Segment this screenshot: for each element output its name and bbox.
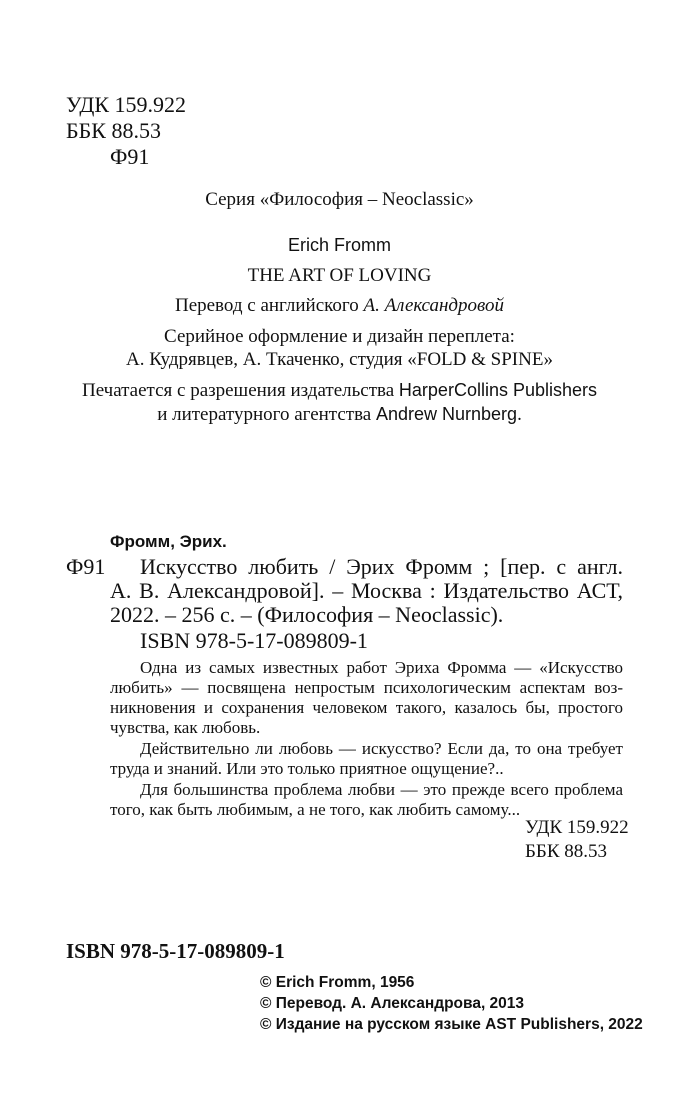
copyright-original: © Erich Fromm, 1956	[260, 974, 415, 991]
isbn-bold: ISBN 978-5-17-089809-1	[66, 939, 285, 963]
design-credit-names: А. Кудрявцев, А. Ткаченко, студия «FOLD & SPINE»	[126, 349, 553, 370]
permission-line-1	[0, 381, 679, 400]
catalog-line-3: 2022. – 256 с. – (Философия – Neoclassic).	[110, 602, 504, 627]
original-title: THE ART OF LOVING	[247, 265, 432, 286]
series-line: Серия «Философия – Neoclassic»	[205, 189, 474, 210]
annotation-p1-line-3: никновения и сохранения человеком такого, казалось бы, простого	[110, 698, 623, 717]
copyright-translation: © Перевод. А. Александрова, 2013	[260, 995, 525, 1012]
catalog-line-1: Искусство любить / Эрих Фромм ; [пер. с англ.	[140, 554, 623, 579]
footer-udk-code: УДК 159.922	[525, 817, 629, 838]
catalog-author: Фромм, Эрих.	[110, 532, 227, 551]
permission-text-1: Печатается с разрешения издательства	[81, 380, 399, 401]
permission-period: .	[517, 404, 522, 425]
permission-line-2	[0, 405, 679, 424]
udk-code: УДК 159.922	[66, 92, 187, 117]
annotation-p2-line-2: труда и знаний. Или это только приятное ощущение?..	[110, 759, 504, 778]
annotation-p2-line-1: Действительно ли любовь — искусство? Если да, то она требует	[140, 739, 623, 758]
translation-prefix: Перевод с английского	[174, 295, 364, 316]
copyright-edition: © Издание на русском языке AST Publishers, 2022	[260, 1016, 643, 1033]
catalog-isbn: ISBN 978-5-17-089809-1	[140, 628, 368, 653]
design-credit-title: Серийное оформление и дизайн переплета:	[164, 326, 515, 347]
permission-text-2: и литературного агентства	[157, 404, 376, 425]
annotation-p1-line-1: Одна из самых известных работ Эриха Фромма — «Искусство	[140, 658, 623, 677]
footer-bbk-code: ББК 88.53	[525, 841, 607, 862]
annotation-p1-line-2: любить» — посвящена непростым психологическим аспектам воз-	[110, 678, 623, 697]
catalog-mark: Ф91	[66, 554, 106, 579]
annotation-p1-line-4: чувства, как любовь.	[110, 718, 261, 737]
annotation-p3-line-2: того, как быть любимым, а не того, как любить самому...	[110, 800, 521, 819]
author-mark: Ф91	[110, 144, 150, 169]
agency-name: Andrew Nurnberg	[375, 404, 518, 424]
annotation-p3-line-1: Для большинства проблема любви — это прежде всего проблема	[140, 780, 623, 799]
bbk-code: ББК 88.53	[66, 118, 161, 143]
original-author: Erich Fromm	[288, 235, 391, 255]
translation-credit	[0, 296, 679, 315]
translator-name: А. Александровой	[363, 295, 505, 316]
catalog-line-2: А. В. Александровой]. – Москва : Издательство АСТ,	[110, 578, 623, 603]
publisher-name: HarperCollins Publishers	[398, 380, 598, 400]
